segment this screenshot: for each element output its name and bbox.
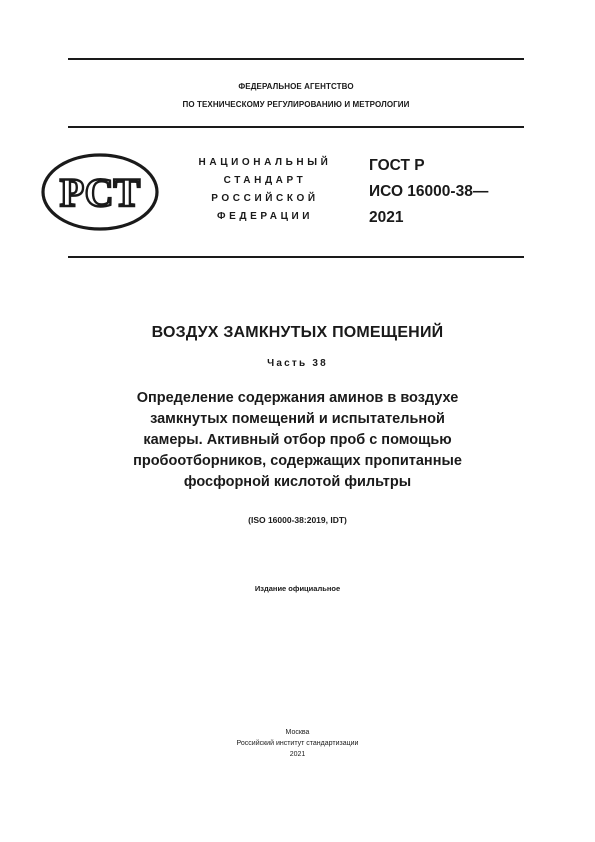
document-title: ВОЗДУХ ЗАМКНУТЫХ ПОМЕЩЕНИЙ xyxy=(151,324,444,341)
iso-reference: (ISO 16000-38:2019, IDT) xyxy=(248,515,347,525)
national-standard-line-2: СТАНДАРТ xyxy=(223,175,307,186)
part-label: Часть 38 xyxy=(267,358,328,369)
top-rule xyxy=(68,58,524,60)
publisher-institute: Российский институт стандартизации xyxy=(236,740,359,747)
subtitle-line-1: Определение содержания аминов в воздухе xyxy=(136,390,459,406)
gost-r-logo-icon xyxy=(40,152,160,232)
logo-text: РСТ xyxy=(59,170,141,215)
subtitle-line-5: фосфорной кислотой фильтры xyxy=(183,474,412,490)
agency-rule xyxy=(68,126,524,128)
edition-label: Издание официальное xyxy=(254,584,341,593)
agency-line-1: ФЕДЕРАЛЬНОЕ АГЕНТСТВО xyxy=(238,82,354,91)
subtitle-line-3: камеры. Активный отбор проб с помощью xyxy=(143,432,452,448)
header-rule xyxy=(68,256,524,258)
subtitle-line-2: замкнутых помещений и испытательной xyxy=(150,411,445,427)
designation-line-3: 2021 xyxy=(369,209,404,226)
agency-line-2: ПО ТЕХНИЧЕСКОМУ РЕГУЛИРОВАНИЮ И МЕТРОЛОГИИ xyxy=(182,100,410,109)
designation-line-1: ГОСТ Р xyxy=(369,157,425,174)
national-standard-line-3: РОССИЙСКОЙ xyxy=(211,193,319,204)
designation-line-2: ИСО 16000-38— xyxy=(369,183,489,200)
publisher-year: 2021 xyxy=(289,751,306,758)
national-standard-line-4: ФЕДЕРАЦИИ xyxy=(216,211,314,222)
national-standard-line-1: НАЦИОНАЛЬНЫЙ xyxy=(198,157,332,168)
publisher-city: Москва xyxy=(285,729,310,736)
subtitle-line-4: пробоотборников, содержащих пропитанные xyxy=(133,453,462,469)
